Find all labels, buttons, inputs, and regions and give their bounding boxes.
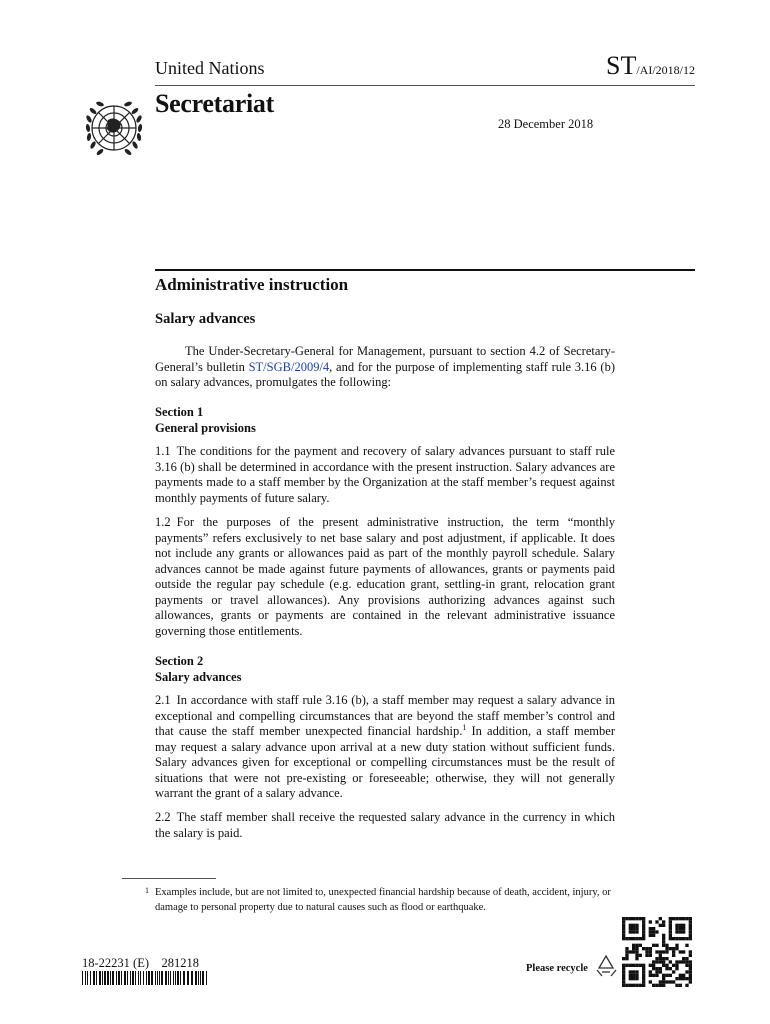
- symbol-suffix: /AI/2018/12: [636, 63, 695, 77]
- intro-paragraph: [155, 344, 615, 391]
- intro-text-start: The Under-Secretary-General for Management, pursuant to section 4.2 of Secretary-General’s bulletin: [155, 344, 615, 374]
- section-1-heading: [155, 405, 615, 436]
- paragraph-1-2: [155, 515, 615, 639]
- recycle-label: Please recycle: [526, 963, 588, 974]
- un-emblem-icon: [78, 92, 150, 164]
- footnote-mark: 1: [145, 886, 149, 895]
- organization-name: United Nations: [155, 58, 265, 78]
- paragraph-text: The staff member shall receive the requested salary advance in the currency in which the salary is paid.: [155, 810, 615, 840]
- footnote-rule: [122, 878, 216, 879]
- section-2-title: Salary advances: [155, 669, 242, 684]
- paragraph-text-continued: In addition, a staff member may request a salary advance upon arrival at a new duty station without sufficient funds. Salary advances given for exceptional or compelling circumstances must be the result of situations that were not pre-existing or foreseeable; otherwise, they will not generally warrant the grant of a salary advance.: [155, 724, 615, 800]
- barcode-icon: [82, 971, 208, 985]
- paragraph-text: The conditions for the payment and recovery of salary advances pursuant to staff rule 3.16 (b) shall be determined in accordance with the present instruction. Salary advances are payments made to a staff member by the Organization at the staff member’s request against monthly payments of future salary.: [155, 444, 615, 505]
- paragraph-number: 1.1: [155, 444, 171, 458]
- document-date: 28 December 2018: [498, 117, 594, 131]
- section-1-label: Section 1: [155, 405, 204, 419]
- document-title: Salary advances: [155, 311, 256, 327]
- recycle-icon: [593, 953, 619, 979]
- paragraph-number: 2.2: [155, 810, 171, 824]
- footnote-text: Examples include, but are not limited to, unexpected financial hardship because of death, accident, injury, or damage to personal property due to natural causes such as flood or earthquake.: [155, 887, 611, 913]
- paragraph-2-1: [155, 693, 615, 802]
- section-1-title: General provisions: [155, 420, 256, 435]
- paragraph-text: For the purposes of the present administrative instruction, the term “monthly payments” refers exclusively to net base salary and post adjustment, if applicable. It does not include any grants or allowances paid as part of the monthly payroll schedule. Salary advances cannot be made against future payments of allowances, grants or payments paid outside the regular pay schedule (e.g. education grant, settling-in grant, relocation grant payments or travel allowances). Any provisions authorizing advances against such allowances, grants or payments are contained in the relevant administrative issuance governing those entitlements.: [155, 515, 615, 638]
- paragraph-number: 1.2: [155, 515, 171, 529]
- footnote-reference[interactable]: 1: [462, 722, 467, 732]
- paragraph-2-2: [155, 810, 615, 841]
- paragraph-number: 2.1: [155, 693, 171, 707]
- qr-code-icon[interactable]: [622, 917, 692, 987]
- footnote: [145, 885, 615, 915]
- document-type: Administrative instruction: [155, 275, 349, 294]
- secretariat-heading: Secretariat: [155, 89, 274, 118]
- paragraph-1-1: [155, 444, 615, 506]
- document-number: 18-22231 (E) 281218: [82, 956, 199, 970]
- section-2-heading: [155, 654, 615, 685]
- bulletin-link[interactable]: ST/SGB/2009/4: [248, 359, 330, 374]
- title-rule: [155, 269, 695, 271]
- intro-text-end: , and for the purpose of implementing staff rule 3.16 (b) on salary advances, promulgates the following:: [155, 359, 615, 389]
- symbol-prefix: ST: [605, 51, 637, 80]
- header-rule: [155, 85, 695, 86]
- paragraph-text: In accordance with staff rule 3.16 (b), a staff member may request a salary advance in exceptional and compelling circumstances that are beyond the staff member’s control and that cause the staff member unexpected financial hardship.: [155, 693, 615, 738]
- document-symbol: [606, 51, 695, 81]
- section-2-label: Section 2: [155, 654, 204, 668]
